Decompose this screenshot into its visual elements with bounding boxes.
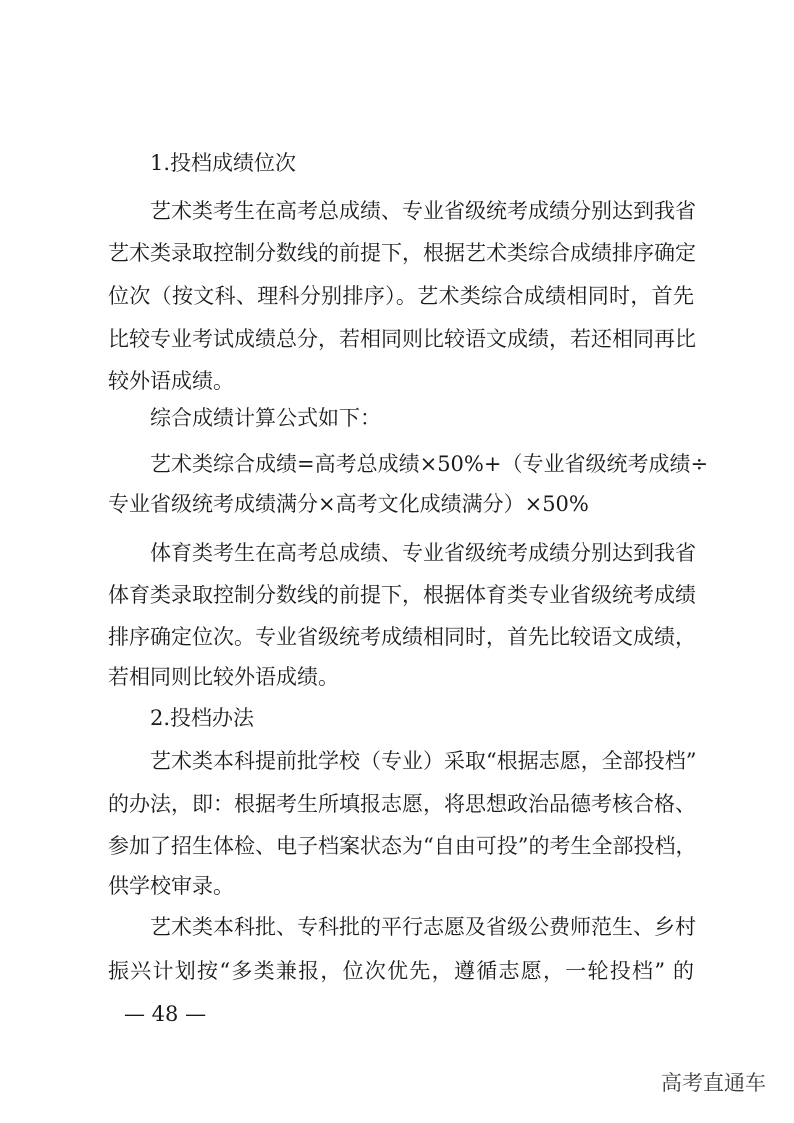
paragraph-3-line-4: 供学校审录。: [108, 874, 234, 898]
paragraph-2-line-4: 若相同则比较外语成绩。: [108, 665, 339, 689]
formula-intro: 综合成绩计算公式如下：: [150, 406, 381, 430]
paragraph-3-line-2: 的办法，即：根据考生所填报志愿，将思想政治品德考核合格、: [108, 792, 696, 816]
paragraph-2-line-3: 排序确定位次。专业省级统考成绩相同时，首先比较语文成绩，: [108, 625, 696, 649]
paragraph-1-line-1: 艺术类考生在高考总成绩、专业省级统考成绩分别达到我省: [150, 199, 696, 223]
paragraph-3-line-3: 参加了招生体检、电子档案状态为“自由可投”的考生全部投档，: [108, 834, 697, 858]
formula-line-2: 专业省级统考成绩满分×高考文化成绩满分）×50%: [108, 492, 589, 516]
paragraph-1-line-4: 比较专业考试成绩总分，若相同则比较语文成绩，若还相同再比: [108, 327, 696, 351]
paragraph-1-line-2: 艺术类录取控制分数线的前提下，根据艺术类综合成绩排序确定: [108, 241, 696, 265]
paragraph-2-line-1: 体育类考生在高考总成绩、专业省级统考成绩分别达到我省: [150, 541, 696, 565]
paragraph-1-line-5: 较外语成绩。: [108, 369, 234, 393]
paragraph-3-line-1: 艺术类本科提前批学校（专业）采取“根据志愿，全部投档”: [150, 749, 697, 773]
paragraph-4-line-1: 艺术类本科批、专科批的平行志愿及省级公费师范生、乡村: [150, 915, 696, 939]
section-heading-2: 2.投档办法: [150, 706, 255, 730]
formula-line-1: 艺术类综合成绩=高考总成绩×50%+（专业省级统考成绩÷: [150, 452, 709, 476]
section-heading-1: 1.投档成绩位次: [150, 151, 297, 175]
page-number: — 48 —: [124, 1002, 207, 1026]
watermark-text: 高考直通车: [661, 1071, 766, 1095]
paragraph-4-line-2: 振兴计划按“多类兼报，位次优先，遵循志愿，一轮投档” 的: [108, 959, 694, 983]
paragraph-1-line-3: 位次（按文科、理科分别排序）。艺术类综合成绩相同时，首先: [108, 284, 694, 308]
paragraph-2-line-2: 体育类录取控制分数线的前提下，根据体育类专业省级统考成绩: [108, 583, 696, 607]
